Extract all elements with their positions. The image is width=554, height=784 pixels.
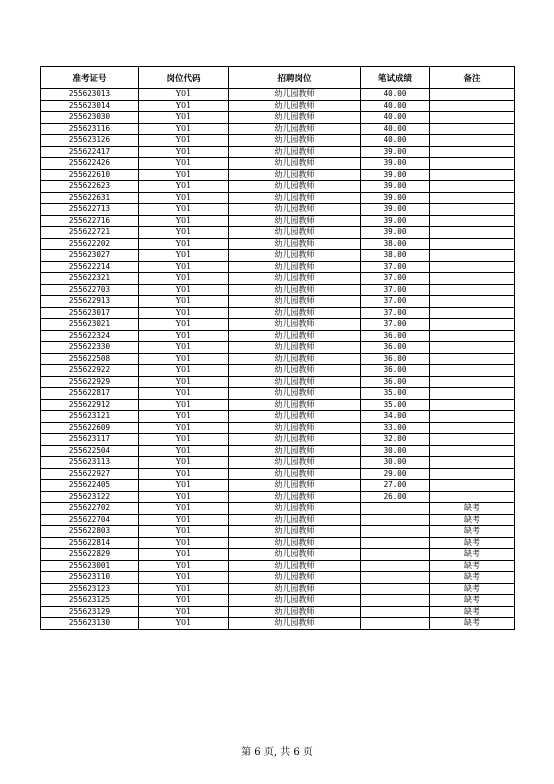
table-row [41, 284, 515, 296]
exam-id-cell: 255623017 [41, 307, 139, 319]
score-cell: 35.00 [361, 399, 430, 411]
table-row [41, 296, 515, 308]
exam-id-cell: 255623027 [41, 250, 139, 262]
table-row [41, 353, 515, 365]
remark-cell [430, 411, 515, 423]
position-code-cell: Y01 [139, 434, 229, 446]
table-row [41, 146, 515, 158]
exam-id-cell: 255623030 [41, 112, 139, 124]
score-cell: 36.00 [361, 376, 430, 388]
remark-cell [430, 284, 515, 296]
score-cell: 39.00 [361, 227, 430, 239]
score-cell: 39.00 [361, 169, 430, 181]
exam-id-cell: 255622913 [41, 296, 139, 308]
position-code-cell: Y01 [139, 307, 229, 319]
remark-cell [430, 457, 515, 469]
table-row [41, 422, 515, 434]
exam-id-cell: 255623122 [41, 491, 139, 503]
table-row [41, 204, 515, 216]
remark-cell: 缺考 [430, 572, 515, 584]
position-code-cell: Y01 [139, 537, 229, 549]
remark-cell [430, 307, 515, 319]
position-cell: 幼儿园教师 [229, 422, 361, 434]
table-row [41, 365, 515, 377]
position-cell: 幼儿园教师 [229, 399, 361, 411]
position-code-cell: Y01 [139, 273, 229, 285]
table-row [41, 112, 515, 124]
position-code-cell: Y01 [139, 376, 229, 388]
remark-cell: 缺考 [430, 595, 515, 607]
remark-cell: 缺考 [430, 514, 515, 526]
remark-cell: 缺考 [430, 560, 515, 572]
position-code-cell: Y01 [139, 100, 229, 112]
table-row [41, 445, 515, 457]
position-code-cell: Y01 [139, 606, 229, 618]
remark-cell [430, 204, 515, 216]
position-cell: 幼儿园教师 [229, 583, 361, 595]
position-code-cell: Y01 [139, 457, 229, 469]
position-cell: 幼儿园教师 [229, 353, 361, 365]
position-cell: 幼儿园教师 [229, 560, 361, 572]
position-code-cell: Y01 [139, 204, 229, 216]
position-code-cell: Y01 [139, 227, 229, 239]
exam-id-cell: 255622929 [41, 376, 139, 388]
exam-id-cell: 255623121 [41, 411, 139, 423]
score-cell [361, 537, 430, 549]
exam-id-cell: 255623117 [41, 434, 139, 446]
table-row [41, 169, 515, 181]
score-cell: 36.00 [361, 330, 430, 342]
remark-cell [430, 296, 515, 308]
score-cell: 36.00 [361, 342, 430, 354]
position-cell: 幼儿园教师 [229, 468, 361, 480]
table-row [41, 583, 515, 595]
position-cell: 幼儿园教师 [229, 261, 361, 273]
remark-cell [430, 445, 515, 457]
position-cell: 幼儿园教师 [229, 181, 361, 193]
position-code-cell: Y01 [139, 330, 229, 342]
position-cell: 幼儿园教师 [229, 445, 361, 457]
position-code-cell: Y01 [139, 526, 229, 538]
position-cell: 幼儿园教师 [229, 514, 361, 526]
remark-cell [430, 227, 515, 239]
exam-id-cell: 255622405 [41, 480, 139, 492]
remark-cell [430, 353, 515, 365]
table-row [41, 491, 515, 503]
table-row [41, 238, 515, 250]
score-cell: 36.00 [361, 353, 430, 365]
table-row [41, 572, 515, 584]
remark-cell [430, 480, 515, 492]
remark-cell [430, 192, 515, 204]
remark-cell [430, 422, 515, 434]
table-row [41, 250, 515, 262]
position-code-cell: Y01 [139, 468, 229, 480]
position-code-cell: Y01 [139, 491, 229, 503]
exam-id-cell: 255623129 [41, 606, 139, 618]
remark-cell [430, 112, 515, 124]
position-cell: 幼儿园教师 [229, 250, 361, 262]
score-cell: 34.00 [361, 411, 430, 423]
position-cell: 幼儿园教师 [229, 227, 361, 239]
header-row [41, 67, 515, 89]
table-row [41, 261, 515, 273]
remark-cell: 缺考 [430, 526, 515, 538]
table-row [41, 411, 515, 423]
position-code-cell: Y01 [139, 503, 229, 515]
score-cell: 30.00 [361, 457, 430, 469]
position-code-cell: Y01 [139, 158, 229, 170]
position-cell: 幼儿园教师 [229, 284, 361, 296]
table-row [41, 434, 515, 446]
position-code-cell: Y01 [139, 342, 229, 354]
table-row [41, 526, 515, 538]
header-position-code: 岗位代码 [139, 67, 229, 89]
position-cell: 幼儿园教师 [229, 192, 361, 204]
table-row [41, 618, 515, 630]
remark-cell [430, 273, 515, 285]
table-row [41, 135, 515, 147]
score-sheet [40, 66, 514, 630]
exam-id-cell: 255622610 [41, 169, 139, 181]
header-position: 招聘岗位 [229, 67, 361, 89]
remark-cell [430, 365, 515, 377]
remark-cell [430, 250, 515, 262]
remark-cell [430, 261, 515, 273]
score-cell: 39.00 [361, 192, 430, 204]
position-cell: 幼儿园教师 [229, 491, 361, 503]
remark-cell [430, 434, 515, 446]
position-code-cell: Y01 [139, 514, 229, 526]
exam-id-cell: 255622324 [41, 330, 139, 342]
position-cell: 幼儿园教师 [229, 100, 361, 112]
exam-id-cell: 255622721 [41, 227, 139, 239]
score-cell: 33.00 [361, 422, 430, 434]
exam-id-cell: 255623014 [41, 100, 139, 112]
score-cell: 40.00 [361, 112, 430, 124]
position-cell: 幼儿园教师 [229, 549, 361, 561]
remark-cell [430, 491, 515, 503]
table-row [41, 503, 515, 515]
exam-id-cell: 255623110 [41, 572, 139, 584]
remark-cell [430, 146, 515, 158]
score-cell [361, 595, 430, 607]
score-cell: 26.00 [361, 491, 430, 503]
table-row [41, 537, 515, 549]
exam-id-cell: 255623123 [41, 583, 139, 595]
exam-id-cell: 255622321 [41, 273, 139, 285]
score-cell: 40.00 [361, 123, 430, 135]
remark-cell [430, 123, 515, 135]
position-code-cell: Y01 [139, 399, 229, 411]
exam-id-cell: 255622803 [41, 526, 139, 538]
position-cell: 幼儿园教师 [229, 319, 361, 331]
remark-cell [430, 399, 515, 411]
position-code-cell: Y01 [139, 572, 229, 584]
score-cell: 27.00 [361, 480, 430, 492]
exam-id-cell: 255622214 [41, 261, 139, 273]
position-cell: 幼儿园教师 [229, 215, 361, 227]
exam-id-cell: 255623125 [41, 595, 139, 607]
position-cell: 幼儿园教师 [229, 503, 361, 515]
position-code-cell: Y01 [139, 112, 229, 124]
position-code-cell: Y01 [139, 583, 229, 595]
position-cell: 幼儿园教师 [229, 158, 361, 170]
position-code-cell: Y01 [139, 296, 229, 308]
position-cell: 幼儿园教师 [229, 123, 361, 135]
score-cell: 37.00 [361, 273, 430, 285]
position-code-cell: Y01 [139, 192, 229, 204]
exam-id-cell: 255623126 [41, 135, 139, 147]
position-cell: 幼儿园教师 [229, 388, 361, 400]
exam-id-cell: 255622426 [41, 158, 139, 170]
score-cell: 37.00 [361, 296, 430, 308]
position-code-cell: Y01 [139, 365, 229, 377]
position-cell: 幼儿园教师 [229, 411, 361, 423]
position-code-cell: Y01 [139, 123, 229, 135]
remark-cell [430, 215, 515, 227]
score-cell [361, 606, 430, 618]
exam-id-cell: 255622829 [41, 549, 139, 561]
score-cell [361, 618, 430, 630]
score-cell: 40.00 [361, 89, 430, 101]
score-cell [361, 549, 430, 561]
table-row [41, 319, 515, 331]
table-row [41, 595, 515, 607]
position-cell: 幼儿园教师 [229, 296, 361, 308]
position-code-cell: Y01 [139, 89, 229, 101]
table-row [41, 227, 515, 239]
position-cell: 幼儿园教师 [229, 434, 361, 446]
table-row [41, 457, 515, 469]
exam-id-cell: 255622912 [41, 399, 139, 411]
score-cell: 35.00 [361, 388, 430, 400]
position-cell: 幼儿园教师 [229, 606, 361, 618]
score-cell: 32.00 [361, 434, 430, 446]
position-code-cell: Y01 [139, 250, 229, 262]
score-table [40, 66, 515, 630]
table-row [41, 273, 515, 285]
position-cell: 幼儿园教师 [229, 273, 361, 285]
position-code-cell: Y01 [139, 480, 229, 492]
exam-id-cell: 255623130 [41, 618, 139, 630]
remark-cell [430, 468, 515, 480]
table-row [41, 560, 515, 572]
header-exam-id: 准考证号 [41, 67, 139, 89]
position-code-cell: Y01 [139, 319, 229, 331]
score-cell: 29.00 [361, 468, 430, 480]
table-row [41, 330, 515, 342]
position-cell: 幼儿园教师 [229, 112, 361, 124]
score-cell: 37.00 [361, 307, 430, 319]
table-row [41, 123, 515, 135]
remark-cell [430, 169, 515, 181]
position-cell: 幼儿园教师 [229, 480, 361, 492]
score-cell [361, 560, 430, 572]
score-cell: 39.00 [361, 215, 430, 227]
exam-id-cell: 255622609 [41, 422, 139, 434]
score-cell: 37.00 [361, 284, 430, 296]
remark-cell [430, 330, 515, 342]
score-cell: 36.00 [361, 365, 430, 377]
table-row [41, 342, 515, 354]
position-cell: 幼儿园教师 [229, 307, 361, 319]
remark-cell [430, 158, 515, 170]
score-cell: 39.00 [361, 158, 430, 170]
position-cell: 幼儿园教师 [229, 457, 361, 469]
score-cell [361, 526, 430, 538]
position-code-cell: Y01 [139, 595, 229, 607]
table-row [41, 468, 515, 480]
position-cell: 幼儿园教师 [229, 330, 361, 342]
remark-cell [430, 135, 515, 147]
position-cell: 幼儿园教师 [229, 342, 361, 354]
header-remark: 备注 [430, 67, 515, 89]
position-code-cell: Y01 [139, 146, 229, 158]
table-row [41, 388, 515, 400]
position-cell: 幼儿园教师 [229, 238, 361, 250]
score-cell: 37.00 [361, 319, 430, 331]
score-cell [361, 503, 430, 515]
position-cell: 幼儿园教师 [229, 89, 361, 101]
position-cell: 幼儿园教师 [229, 365, 361, 377]
position-code-cell: Y01 [139, 261, 229, 273]
score-cell: 40.00 [361, 100, 430, 112]
exam-id-cell: 255622504 [41, 445, 139, 457]
exam-id-cell: 255622330 [41, 342, 139, 354]
remark-cell [430, 181, 515, 193]
position-code-cell: Y01 [139, 169, 229, 181]
score-cell [361, 572, 430, 584]
position-code-cell: Y01 [139, 181, 229, 193]
table-row [41, 480, 515, 492]
remark-cell: 缺考 [430, 503, 515, 515]
position-cell: 幼儿园教师 [229, 376, 361, 388]
position-code-cell: Y01 [139, 549, 229, 561]
table-row [41, 376, 515, 388]
exam-id-cell: 255622703 [41, 284, 139, 296]
exam-id-cell: 255622922 [41, 365, 139, 377]
remark-cell [430, 238, 515, 250]
position-code-cell: Y01 [139, 215, 229, 227]
remark-cell: 缺考 [430, 537, 515, 549]
exam-id-cell: 255623113 [41, 457, 139, 469]
position-cell: 幼儿园教师 [229, 572, 361, 584]
exam-id-cell: 255623013 [41, 89, 139, 101]
position-code-cell: Y01 [139, 238, 229, 250]
exam-id-cell: 255622202 [41, 238, 139, 250]
remark-cell [430, 342, 515, 354]
header-score: 笔试成绩 [361, 67, 430, 89]
position-code-cell: Y01 [139, 411, 229, 423]
table-row [41, 606, 515, 618]
exam-id-cell: 255622623 [41, 181, 139, 193]
position-cell: 幼儿园教师 [229, 595, 361, 607]
position-cell: 幼儿园教师 [229, 618, 361, 630]
score-cell [361, 514, 430, 526]
position-cell: 幼儿园教师 [229, 146, 361, 158]
position-cell: 幼儿园教师 [229, 526, 361, 538]
score-cell: 40.00 [361, 135, 430, 147]
remark-cell: 缺考 [430, 606, 515, 618]
position-code-cell: Y01 [139, 422, 229, 434]
remark-cell [430, 376, 515, 388]
remark-cell: 缺考 [430, 549, 515, 561]
table-row [41, 514, 515, 526]
position-code-cell: Y01 [139, 560, 229, 572]
position-cell: 幼儿园教师 [229, 135, 361, 147]
remark-cell [430, 319, 515, 331]
position-code-cell: Y01 [139, 135, 229, 147]
table-row [41, 181, 515, 193]
position-cell: 幼儿园教师 [229, 204, 361, 216]
position-code-cell: Y01 [139, 353, 229, 365]
score-cell: 38.00 [361, 238, 430, 250]
exam-id-cell: 255623001 [41, 560, 139, 572]
exam-id-cell: 255623116 [41, 123, 139, 135]
exam-id-cell: 255622417 [41, 146, 139, 158]
exam-id-cell: 255622814 [41, 537, 139, 549]
remark-cell [430, 89, 515, 101]
table-row [41, 192, 515, 204]
remark-cell: 缺考 [430, 618, 515, 630]
score-cell: 39.00 [361, 204, 430, 216]
table-row [41, 215, 515, 227]
exam-id-cell: 255622631 [41, 192, 139, 204]
exam-id-cell: 255622927 [41, 468, 139, 480]
score-cell [361, 583, 430, 595]
exam-id-cell: 255622716 [41, 215, 139, 227]
table-row [41, 100, 515, 112]
table-row [41, 399, 515, 411]
exam-id-cell: 255622702 [41, 503, 139, 515]
remark-cell [430, 100, 515, 112]
exam-id-cell: 255622508 [41, 353, 139, 365]
table-row [41, 307, 515, 319]
position-code-cell: Y01 [139, 445, 229, 457]
remark-cell: 缺考 [430, 583, 515, 595]
exam-id-cell: 255622713 [41, 204, 139, 216]
table-row [41, 89, 515, 101]
score-cell: 37.00 [361, 261, 430, 273]
position-code-cell: Y01 [139, 388, 229, 400]
score-cell: 39.00 [361, 181, 430, 193]
table-row [41, 158, 515, 170]
page-number: 第 6 页, 共 6 页 [241, 747, 313, 758]
position-cell: 幼儿园教师 [229, 537, 361, 549]
exam-id-cell: 255623021 [41, 319, 139, 331]
score-cell: 30.00 [361, 445, 430, 457]
position-code-cell: Y01 [139, 284, 229, 296]
position-code-cell: Y01 [139, 618, 229, 630]
remark-cell [430, 388, 515, 400]
position-cell: 幼儿园教师 [229, 169, 361, 181]
score-cell: 39.00 [361, 146, 430, 158]
exam-id-cell: 255622704 [41, 514, 139, 526]
exam-id-cell: 255622817 [41, 388, 139, 400]
table-row [41, 549, 515, 561]
score-cell: 38.00 [361, 250, 430, 262]
